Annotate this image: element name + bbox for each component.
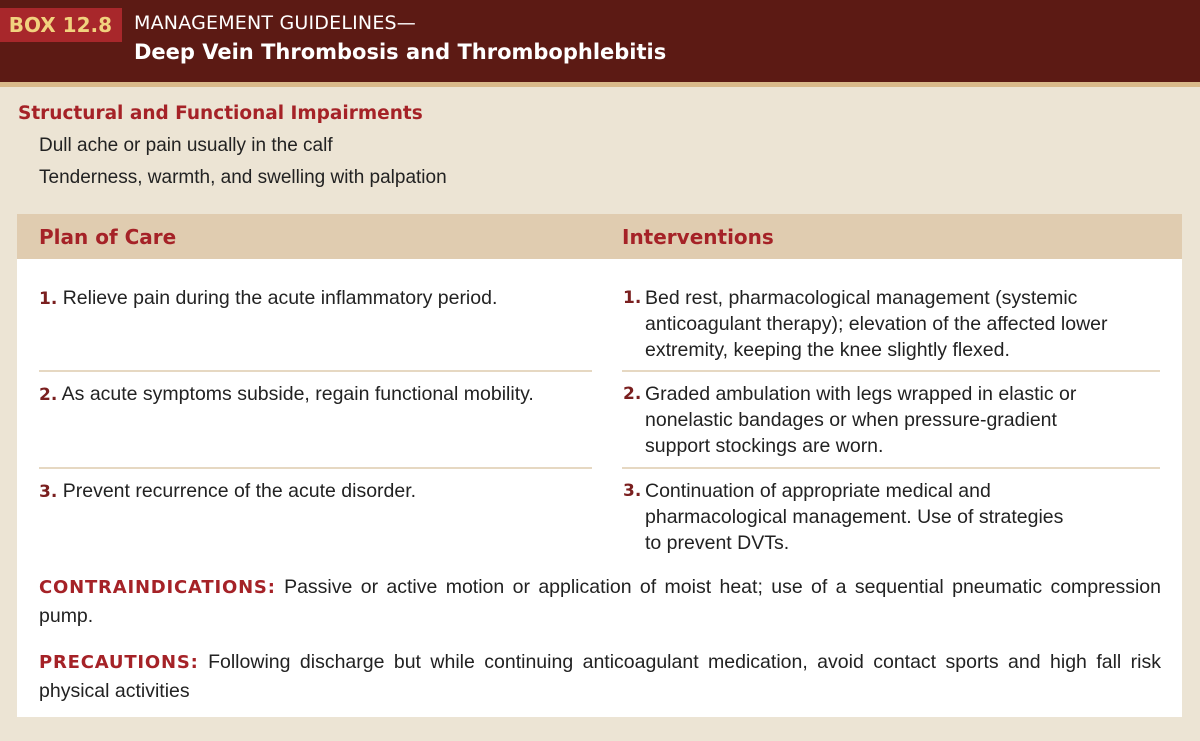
row-divider — [622, 370, 1160, 372]
precautions-text: Following discharge but while continuing anticoagulant medication, avoid contact sports and high fall risk physical activities — [39, 651, 1161, 702]
plan-of-care-header: Plan of Care — [39, 225, 177, 249]
intervention-line: to prevent DVTs. — [645, 532, 790, 554]
plan-number: 3. — [39, 482, 58, 502]
interventions-header: Interventions — [622, 225, 774, 249]
intervention-text — [645, 478, 1165, 556]
plan-number: 2. — [39, 385, 58, 405]
intervention-line: pharmacological management. Use of strategies — [645, 506, 1064, 528]
impairment-item: Tenderness, warmth, and swelling with palpation — [39, 167, 447, 188]
plan-text: Relieve pain during the acute inflammatory period. — [62, 287, 498, 309]
contraindications-label: CONTRAINDICATIONS: — [39, 577, 276, 598]
row-divider — [39, 467, 592, 469]
header-rule — [0, 82, 1200, 87]
impairments-heading: Structural and Functional Impairments — [18, 103, 423, 124]
plan-item-3 — [39, 478, 416, 505]
box-title-line1: MANAGEMENT GUIDELINES— — [134, 12, 416, 34]
plan-item-2 — [39, 381, 534, 408]
intervention-line: Continuation of appropriate medical and — [645, 480, 991, 502]
contraindications-block — [39, 573, 1161, 630]
intervention-line: nonelastic bandages or when pressure-gradient — [645, 409, 1057, 431]
box-title-line2: Deep Vein Thrombosis and Thrombophlebitis — [134, 40, 667, 64]
impairment-item: Dull ache or pain usually in the calf — [39, 135, 333, 156]
box-number-label: BOX 12.8 — [0, 8, 122, 42]
table-header — [17, 214, 1182, 259]
plan-text: As acute symptoms subside, regain functional mobility. — [61, 383, 534, 405]
intervention-number: 1. — [623, 288, 642, 308]
intervention-number: 2. — [623, 384, 642, 404]
intervention-line: anticoagulant therapy); elevation of the affected lower — [645, 313, 1108, 335]
precautions-block — [39, 648, 1161, 705]
intervention-line: extremity, keeping the knee slightly flexed. — [645, 339, 1010, 361]
guidelines-table — [17, 214, 1182, 717]
plan-number: 1. — [39, 289, 58, 309]
plan-item-1 — [39, 285, 497, 312]
intervention-line: Bed rest, pharmacological management (systemic — [645, 287, 1078, 309]
intervention-line: Graded ambulation with legs wrapped in elastic or — [645, 383, 1077, 405]
intervention-text — [645, 285, 1165, 363]
intervention-number: 3. — [623, 481, 642, 501]
row-divider — [622, 467, 1160, 469]
contraindications-text: Passive or active motion or application of moist heat; use of a sequential pneumatic compression pump. — [39, 576, 1161, 627]
row-divider — [39, 370, 592, 372]
intervention-text — [645, 381, 1165, 459]
plan-text: Prevent recurrence of the acute disorder. — [62, 480, 417, 502]
intervention-line: support stockings are worn. — [645, 435, 884, 457]
precautions-label: PRECAUTIONS: — [39, 652, 199, 673]
